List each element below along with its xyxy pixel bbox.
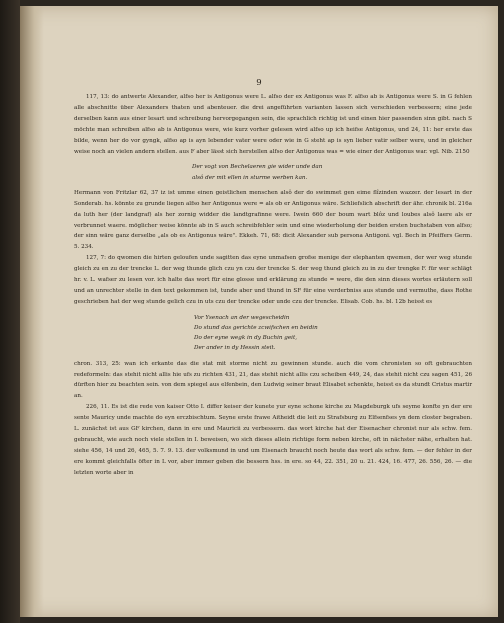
verse-line: Do der eyne wegk in dy Buchin geit,: [194, 335, 297, 342]
paragraph-chron: chron. 313, 25: wan ich erkante das die stat mit storme nicht zu gewinnen stunde. auch die vom chronisten so oft gebrauchten redeformeln: das stehit nicht allis hie ufs zu richten 431, 21, das stehit nicht allis czu scheiben 449, 24, das stehit nicht czu sagen 451, 26 dürften hier zu beachten sein. von dem spiegel aus elfenbein, den Ludwig seiner braut Elisabet schenkte, heisst es da stundt Cristus martir an.: [74, 360, 472, 400]
page-body: [74, 92, 472, 479]
verse-line: Vor Ysenach an der wegescheidin: [194, 314, 290, 321]
book-page: [20, 6, 498, 617]
verse-line: alsô der mit ellen in sturme werben kan.: [192, 174, 308, 181]
page-number: 9: [256, 78, 262, 88]
verse-line: Der vogt von Bechelaeren gie wider unde dan: [192, 164, 323, 171]
verse-line: Do stund das gerichte zcwifschen en beidin: [194, 325, 318, 332]
paragraph-117-13: 117, 13: do antwerte Alexander, alfso her is Antigonus were L. alfso der ex Antigonus was F. alfso ab is Antigonus were S. in G fehlen alle abschnitte über Alexanders thaten und abenteuer. die drei angeführten varianten lassen sich verschieden verbessern; eine jede derselben kann aus einer lesart und schreibung hervorgegangen sein, die sprachlich richtig ist und einen hier passenden sinn gibt. nach S möchte man schreiben alfso ab is Antigonus were, wie kurz vorher gelesen wird alfso up ich heifse Antigonus, und 24, 11: her erste das bilde, wenn her do vor gyngk, alfso ap is ayn lebender vater were oder wie in G steht ap is syn lieber vatir selber were, und in gleicher weise noch an vielen andern stellen. aus F aber lässt sich herstellen alfso der Antigonus was = wie einer der Antigonus war. vgl. Nib. 2150: [74, 94, 472, 155]
paragraph-hermann: Hermann von Fritzlar 62, 37 iz ist umme einen geistlichen menschen alsô der do swimmet gen eime flîzinden wazzer. der lesart in der Sonderab. hs. könnte zu grunde liegen alfso her Antigonus were = als ob er Antigonus wäre. Schliefslich abschrift der ähr. chronik bl. 216a da luth her (der landgraf) als her zornig widder die landtgrafinne were. Iwein 660 der boum wart blôz und loubes alsô laere als er verbrunnet waere. möglicher weise könnte ab in S auch schreibfehler sein und eine wiederholung der beiden ersten buchstaben von alfso; der sinn wäre ganz derselbe „als ob es Antigonus wäre". Ekkeh. 71, 68: dicit Alexander sub persona Antigoni. vgl. Bech in Pfeiffers Germ. 5. 234.: [74, 189, 472, 251]
paragraph-127-7: 127, 7: do qwomen die hirten geloufen unde sagitten das eyne unmafsen grofse menige der elephanten qwemen, der wer weg stunde gleich zu en zu der trencke L. der weg thunde glich czu yn czu der trencke S. der weg thund gleich zu in zu der trengke F. für wer schlägt hr. v. L. wafser zu lesen vor. ich halte das wort für eine glosse und erklärung zu stunde = were, die den sinn dieses wortes erläutern soll und an unrechter stelle in den text gekommen ist, tunde aber und thund in SF für eine verderbniss aus stunde und vermuthe, dass Rothe geschrieben hat der weg stunde gelich czu in uts czu der trencke oder unde czu der trencke. Elisab. Cob. hs. bl. 12b heisst es: [74, 255, 472, 305]
verse-line: Der ander in dy Hessin steit.: [194, 345, 276, 352]
background-edge: [0, 0, 20, 623]
verse-quote-elisab: [194, 313, 472, 354]
page-gutter-shadow: [20, 6, 44, 617]
paragraph-226-11: 226, 11. Es ist die rede von kaiser Otto I. differ keiser der kunete yur eyne schone kirche zu Magdeburgk ufs seyme konfte yn der ere sente Mauricy unde machte do eyn erczbischtum. Seyne erste frawe Aitheidt die leit zu Strafsburg zu Elfsenfses yn dem closter begraben. L. zunächst ist aus GF kirchen, dann in ere und Mauricii zu verbessern. das wort kirche hat der Eisenacher chronist nur als schw. fem. gebraucht, wie auch noch viele stellen in I. beweisen, wo sich dieses allein richtige form neben kirche, oft in nächster nähe, erhalten hat. siehe 456, 14 und 26, 465, 5. 7. 9. 13. der volksmund in und um Eisenach braucht noch heute das wort als schw. fem. — der fehler in der ere kommt gleichfalls öfter in L vor, aber immer geben die bessern hss. in ere. so 44, 22. 351, 20 u. 21. 424, 16. 477, 26. 556, 26. — die letzten worte aber in: [74, 404, 472, 476]
verse-quote-nib: [192, 162, 472, 182]
